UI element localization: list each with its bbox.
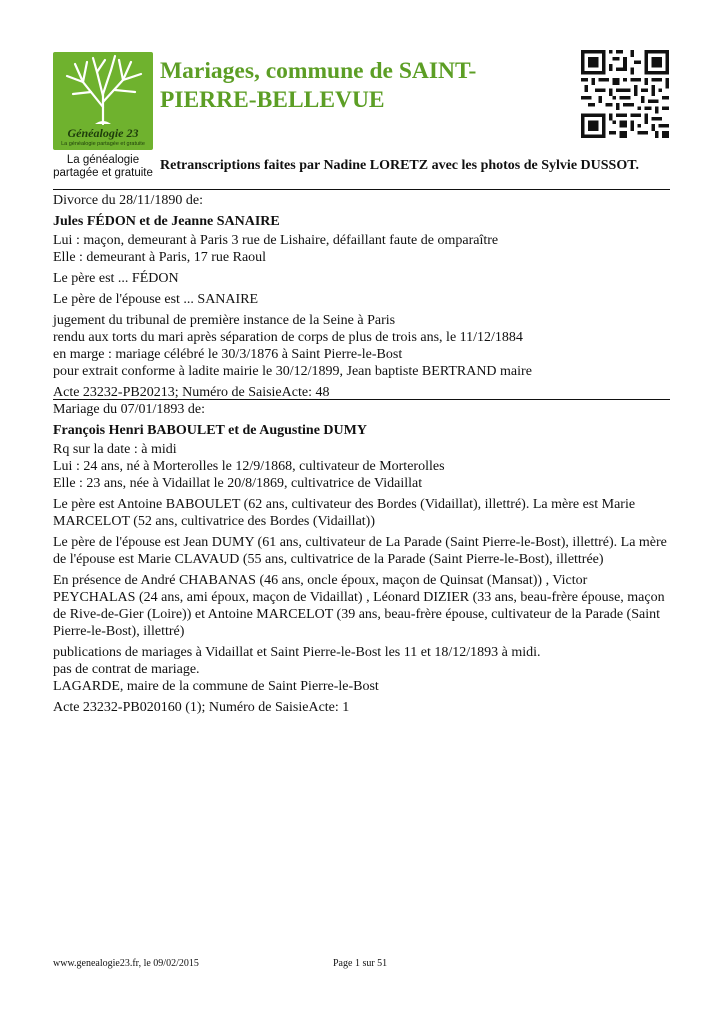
logo-caption-line1: La généalogie (66, 154, 140, 166)
note-line: jugement du tribunal de première instance de la Seine à Paris (53, 313, 396, 328)
page-title (160, 57, 560, 115)
record-heading: Mariage du 07/01/1893 de: (53, 402, 206, 417)
logo-tagline: La généalogie partagée et gratuite (61, 141, 145, 147)
page-title-line1: Mariages, commune de SAINT- (160, 58, 477, 84)
qr-code-icon (581, 50, 669, 138)
note-line: publications de mariages à Vidaillat et Saint Pierre-le-Bost les 11 et 18/12/1893 à midi. (53, 645, 541, 660)
note-line: LAGARDE, maire de la commune de Saint Pierre-le-Bost (53, 679, 379, 694)
note-line: en marge : mariage célébré le 30/3/1876 à Saint Pierre-le-Bost (53, 347, 403, 362)
acte-reference: Acte 23232-PB020160 (1); Numéro de SaisieActe: 1 (53, 700, 350, 715)
date-remark: Rq sur la date : à midi (53, 442, 177, 457)
footer-site: www.genealogie23.fr, le 09/02/2015 (53, 958, 199, 969)
record-divorce (53, 192, 670, 401)
note-line: pas de contrat de mariage. (53, 662, 200, 677)
transcription-credit: Retranscriptions faites par Nadine LORETZ avec les photos de Sylvie DUSSOT. (160, 158, 640, 173)
bride-info: Elle : 23 ans, née à Vidaillat le 20/8/1869, cultivatrice de Vidaillat (53, 476, 423, 491)
record-names: Jules FÉDON et de Jeanne SANAIRE (53, 214, 280, 229)
groom-info: Lui : maçon, demeurant à Paris 3 rue de Lishaire, défaillant faute de omparaître (53, 233, 499, 248)
record-mariage (53, 401, 670, 716)
record-names: François Henri BABOULET et de Augustine DUMY (53, 423, 367, 438)
genealogie23-logo (53, 52, 153, 150)
note-line: pour extrait conforme à ladite mairie le 30/12/1899, Jean baptiste BERTRAND maire (53, 364, 532, 379)
logo-name: Généalogie 23 (67, 126, 139, 140)
groom-info: Lui : 24 ans, né à Morterolles le 12/9/1868, cultivateur de Morterolles (53, 459, 445, 474)
record-divider (53, 189, 670, 190)
bride-parents: Le père de l'épouse est Jean DUMY (61 ans, cultivateur de La Parade (Saint Pierre-le-Bost), illettré). La mère de l'épouse est Marie CLAVAUD (55 ans, cultivatrice de la Parade (Saint Pierre-le-Bost), illettrée) (53, 535, 667, 567)
note-line: rendu aux torts du mari après séparation de corps de plus de trois ans, le 11/12/1884 (53, 330, 523, 345)
footer-page-number: Page 1 sur 51 (333, 958, 388, 969)
bride-father: Le père de l'épouse est ... SANAIRE (53, 292, 259, 307)
bride-info: Elle : demeurant à Paris, 17 rue Raoul (53, 250, 267, 265)
record-divider (53, 399, 670, 400)
acte-reference: Acte 23232-PB20213; Numéro de SaisieActe: 48 (53, 385, 330, 400)
groom-father: Le père est ... FÉDON (53, 271, 179, 286)
logo-caption (53, 154, 153, 180)
page-title-line2: PIERRE-BELLEVUE (160, 87, 385, 113)
groom-parents: Le père est Antoine BABOULET (62 ans, cultivateur des Bordes (Vidaillat), illettré). La mère est Marie MARCELOT (52 ans, cultivatrice des Bordes (Vidaillat)) (53, 497, 636, 529)
logo-caption-line2: partagée et gratuite (53, 167, 153, 179)
witnesses: En présence de André CHABANAS (46 ans, oncle époux, maçon de Quinsat (Mansat)) , Victor PEYCHALAS (24 ans, ami époux, maçon de Vidaillat) , Léonard DIZIER (33 ans, beau-frère épouse, maçon de Rive-de-Gier (Loire)) et Antoine MARCELOT (39 ans, beau-frère épouse, cultivateur de la Parade (Saint Pierre-le-Bost), illettré) (53, 573, 665, 639)
record-heading: Divorce du 28/11/1890 de: (53, 193, 203, 208)
